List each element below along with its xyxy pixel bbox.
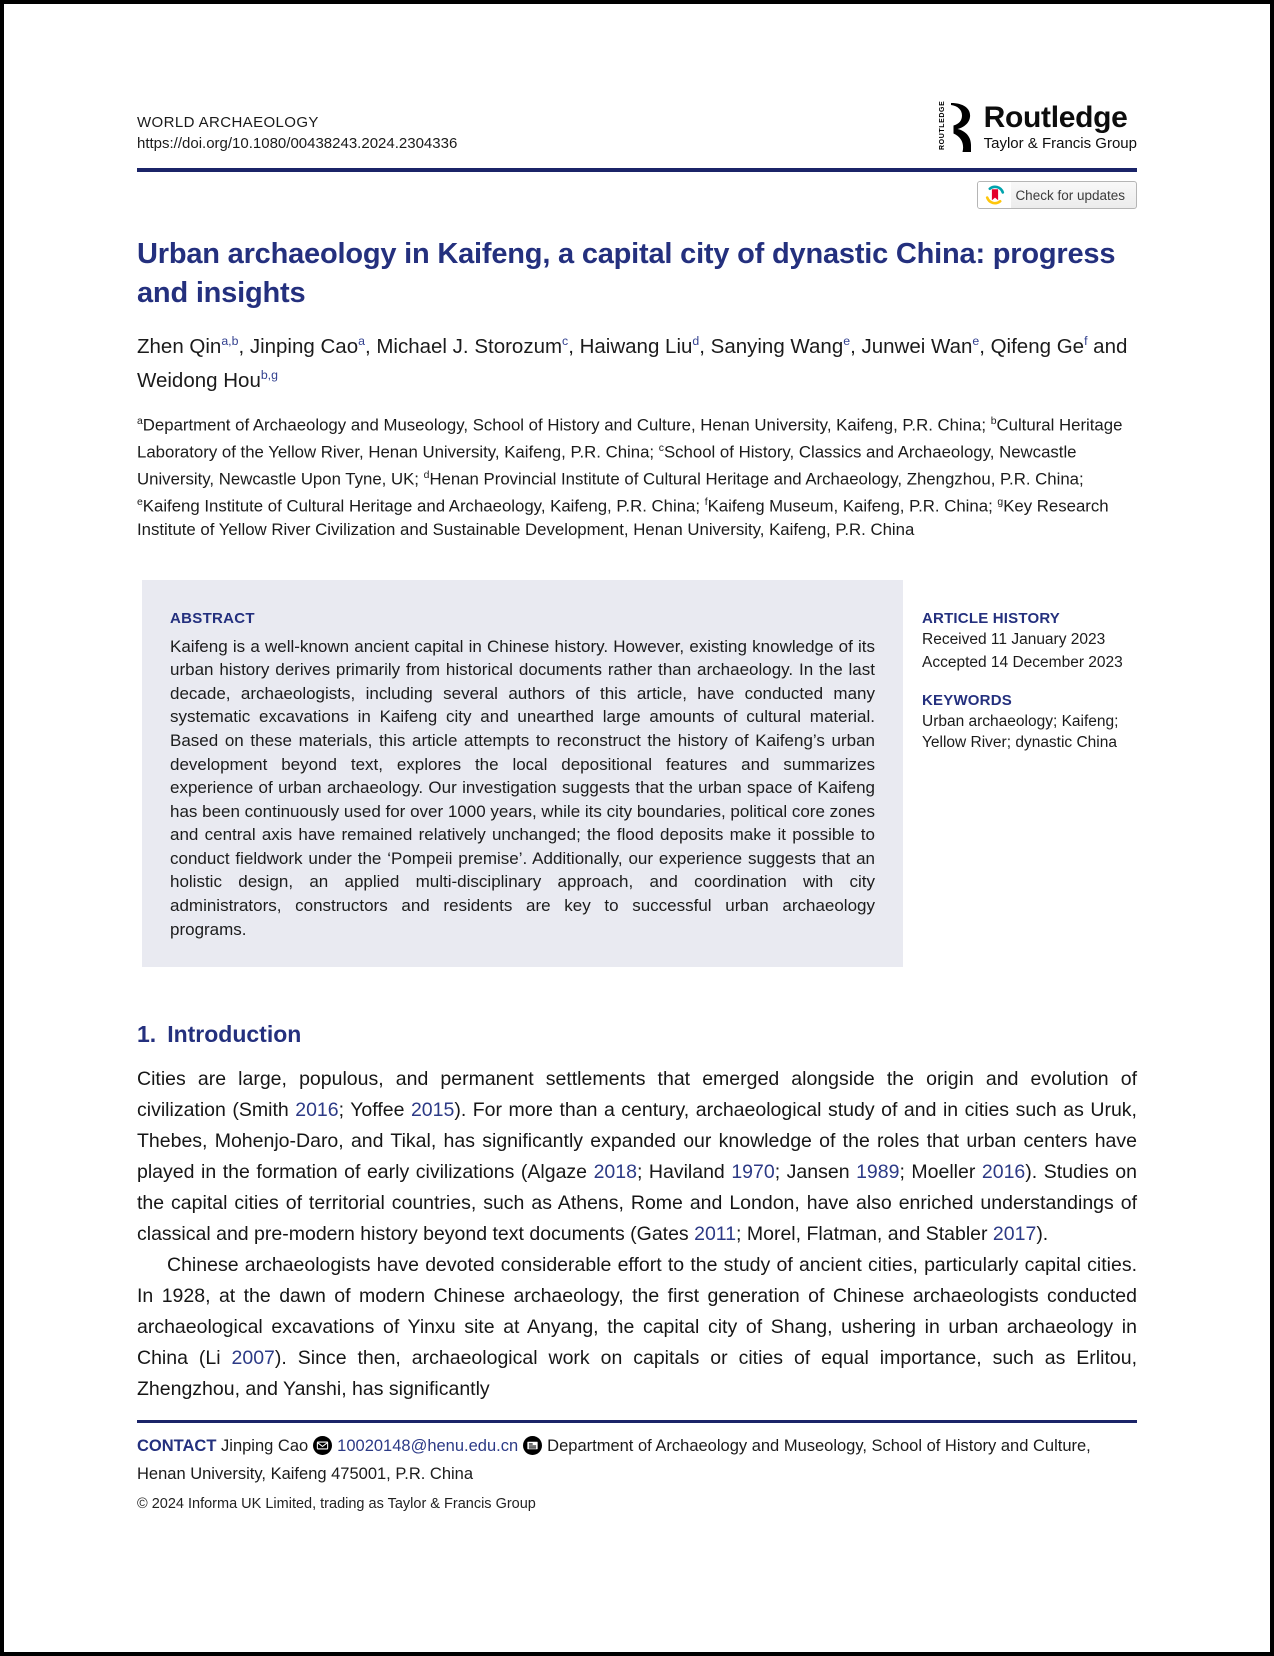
intro-paragraph-1: Cities are large, populous, and permanent settlements that emerged alongside the origin and evolution of civilization (Smith 2016; Yoffee 2015). For more than a century, archaeological study of and in cities such as Uruk, Thebes, Mohenjo-Daro, and Tikal, has significantly expanded our knowledge of the roles that urban centers have played in the formation of early civilizations (Algaze 2018; Haviland 1970; Jansen 1989; Moeller 2016). Studies on the capital cities of territorial countries, such as Athens, Rome and London, have also enriched understandings of classical and pre-modern history beyond text documents (Gates 2011; Morel, Flatman, and Stabler 2017). (137, 1068, 1137, 1246)
intro-paragraph-2: Chinese archaeologists have devoted considerable effort to the study of ancient cities, particularly capital cities. In 1928, at the dawn of modern Chinese archaeology, the first generation of Chinese archaeologists conducted archaeological excavations of Yinxu site at Anyang, the capital city of Shang, ushering in urban archaeology in China (Li 2007). Since then, archaeological work on capitals or cities of equal importance, such as Erlitou, Zhengzhou, and Yanshi, has significantly (137, 1254, 1137, 1401)
received-date: Received 11 January 2023 (922, 630, 1106, 648)
check-for-updates-label: Check for updates (1015, 187, 1125, 203)
crossmark-icon (978, 182, 1011, 208)
section-heading-introduction (137, 1021, 1137, 1048)
article-title: Urban archaeology in Kaifeng, a capital city of dynastic China: progress and insights (137, 238, 1116, 309)
abstract-box (142, 580, 903, 968)
contact-line (137, 1434, 1137, 1486)
publisher-tagline: Taylor & Francis Group (983, 134, 1137, 152)
keywords-heading: KEYWORDS (922, 691, 1012, 709)
citation-link[interactable]: 2007 (231, 1347, 275, 1370)
routledge-vertical-label: ROUTLEDGE (938, 100, 946, 150)
author-list: Zhen Qin$^{a,b}$, Jinping Cao$^a$, Michael J. Storozum$^c$, Haiwang Liu$^d$, Sanying Wang$^e$, Junwei Wan$^e$, Qifeng Ge$^f$ and Weidong Hou$^{b,g}$ (137, 334, 1128, 392)
publisher-wordmark (983, 100, 1137, 152)
citation-link[interactable]: 1989 (856, 1161, 900, 1184)
accepted-date: Accepted 14 December 2023 (922, 653, 1123, 671)
section-number: 1. (137, 1021, 157, 1048)
routledge-mark-icon (939, 102, 975, 152)
keywords-list: Urban archaeology; Kaifeng; Yellow River; dynastic China (922, 712, 1119, 751)
citation-link[interactable]: 2018 (593, 1161, 637, 1184)
contact-label: CONTACT (137, 1437, 217, 1456)
journal-name: WORLD ARCHAEOLOGY (137, 114, 319, 131)
contact-email-link[interactable]: 10020148@henu.edu.cn (337, 1437, 519, 1456)
citation-link[interactable]: 2011 (694, 1223, 737, 1246)
contact-address: Department of Archaeology and Museology, School of History and Culture, Henan University, Kaifeng 475001, P.R. China (137, 1437, 1091, 1484)
article-meta-column (922, 580, 1137, 968)
address-icon (523, 1436, 542, 1462)
footer-rule (137, 1420, 1137, 1423)
abstract-heading: ABSTRACT (170, 609, 255, 627)
citation-link[interactable]: 2017 (992, 1223, 1037, 1246)
copyright-line: © 2024 Informa UK Limited, trading as Taylor & Francis Group (137, 1496, 536, 1513)
citation-link[interactable]: 2016 (295, 1099, 339, 1122)
badge-row (137, 181, 1137, 209)
publisher-logo (939, 102, 1137, 152)
citation-link[interactable]: 2016 (981, 1161, 1026, 1184)
email-icon (313, 1436, 332, 1462)
publisher-name: Routledge (983, 100, 1128, 134)
routledge-r-icon (948, 102, 975, 152)
journal-info (137, 114, 457, 152)
abstract-text: Kaifeng is a well-known ancient capital in Chinese history. However, existing knowledge of its urban history derives primarily from historical documents rather than archaeology. In the last decade, archaeologists, including several authors of this article, have conducted many systematic excavations in Kaifeng city and unearthed large amounts of cultural material. Based on these materials, this article attempts to reconstruct the history of Kaifeng’s urban development beyond text, explores the local depositional features and summarizes experience of urban archaeology. Our investigation suggests that the urban space of Kaifeng has been continuously used for over 1000 years, while its city boundaries, political core zones and central axis have remained relatively unchanged; the flood deposits make it possible to conduct fieldwork under the ‘Pompeii premise’. Additionally, our experience suggests that an holistic design, an applied multi-disciplinary approach, and coordination with city administrators, constructors and residents are key to successful urban archaeology programs. (170, 636, 875, 939)
check-for-updates-button[interactable] (977, 181, 1137, 209)
doi-link[interactable]: https://doi.org/10.1080/00438243.2024.2304336 (137, 135, 458, 152)
citation-link[interactable]: 1970 (731, 1161, 775, 1184)
section-title: Introduction (167, 1021, 302, 1048)
header-rule (137, 168, 1137, 172)
affiliation-list: $^a$Department of Archaeology and Museology, School of History and Culture, Henan University, Kaifeng, P.R. China; $^b$Cultural Heritage Laboratory of the Yellow River, Henan University, Kaifeng, P.R. China; $^c$School of History, Classics and Archaeology, Newcastle University, Newcastle Upon Tyne, UK; $^d$Henan Provincial Institute of Cultural Heritage and Archaeology, Zhengzhou, P.R. China; $^e$Kaifeng Institute of Cultural Heritage and Archaeology, Kaifeng, P.R. China; $^f$Kaifeng Museum, Kaifeng, P.R. China; $^g$Key Research Institute of Yellow River Civilization and Sustainable Development, Henan University, Kaifeng, P.R. China (137, 415, 1123, 540)
citation-link[interactable]: 2015 (410, 1099, 455, 1122)
abstract-section (137, 580, 1137, 968)
article-history-heading: ARTICLE HISTORY (922, 609, 1061, 627)
page-footer (137, 1420, 1137, 1512)
masthead (137, 102, 1137, 152)
contact-name: Jinping Cao (221, 1437, 309, 1456)
